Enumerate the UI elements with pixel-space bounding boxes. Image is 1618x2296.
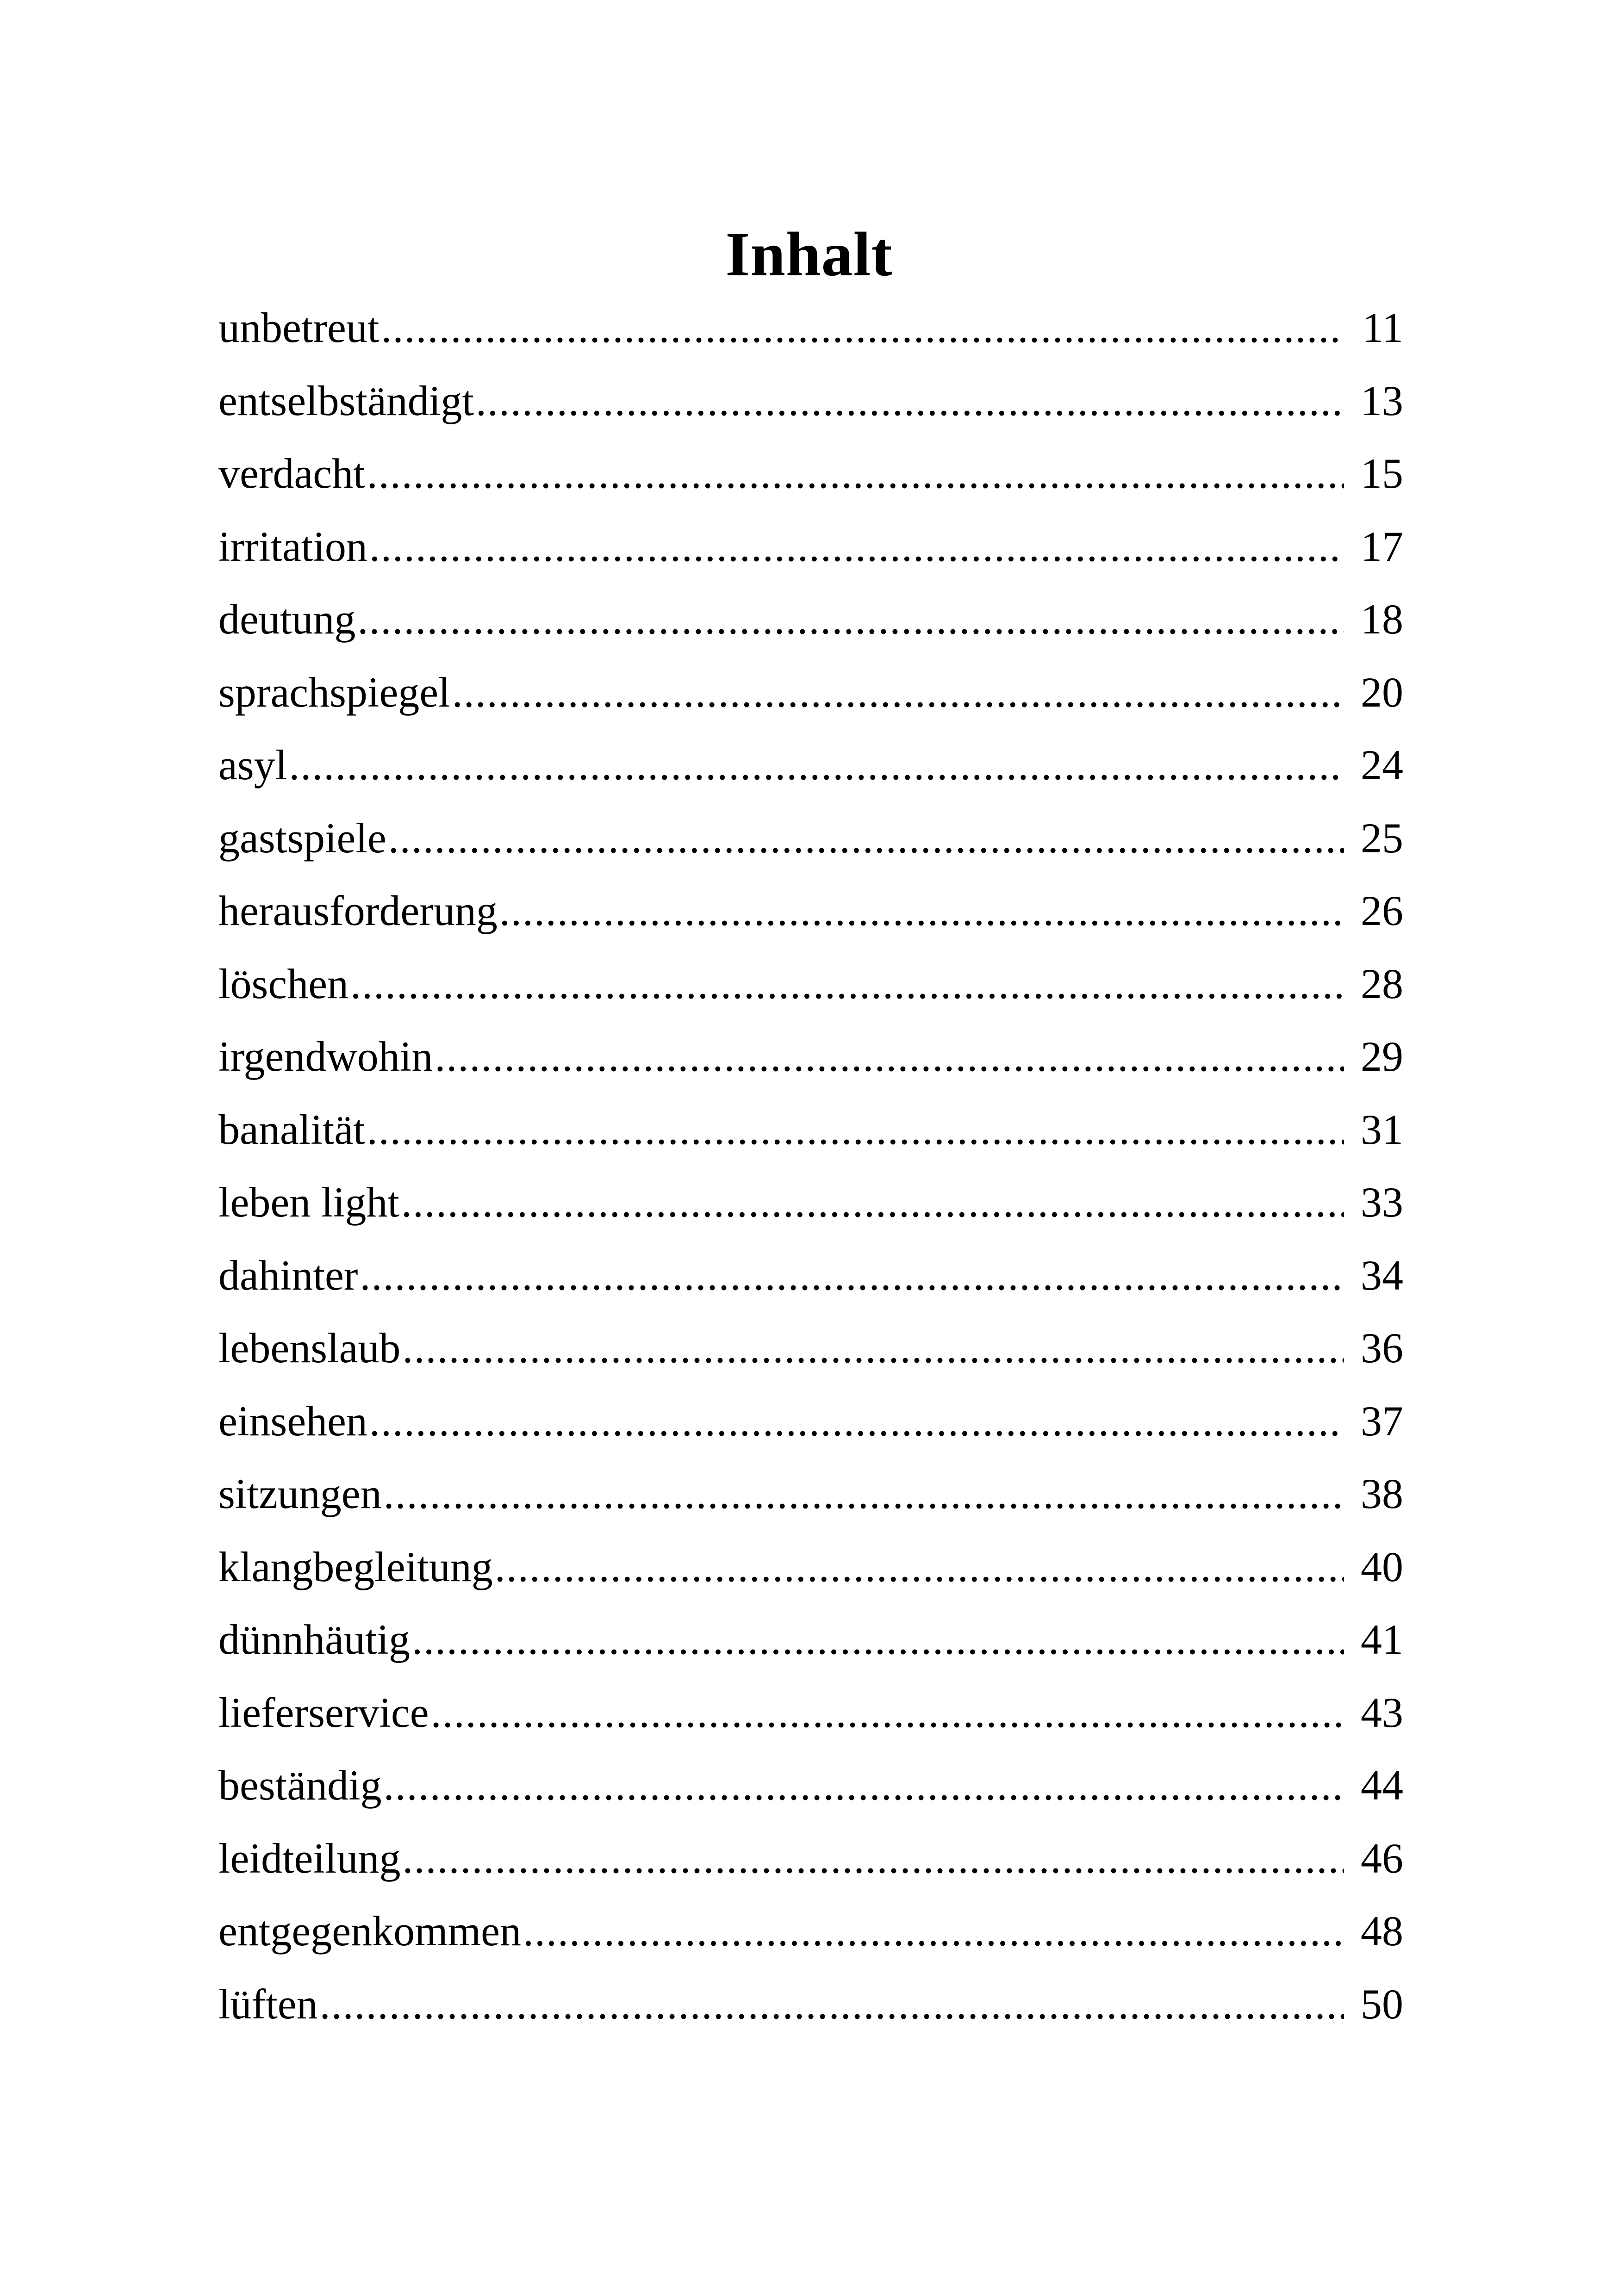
dot-leader [369, 510, 1344, 583]
toc-entry [218, 1312, 1403, 1385]
dot-leader [435, 1020, 1344, 1093]
toc-entry [218, 1239, 1403, 1312]
dot-leader [402, 1822, 1344, 1895]
toc-entry-page: 50 [1361, 1980, 1403, 2028]
toc-entry-page: 13 [1361, 377, 1403, 424]
toc-entry-label: lebenslaub [218, 1324, 401, 1371]
page-title: Inhalt [725, 220, 893, 289]
toc-entry-page: 34 [1361, 1251, 1403, 1299]
toc-entry [218, 948, 1403, 1021]
toc-entry-label: einsehen [218, 1397, 367, 1445]
dot-leader [412, 1603, 1344, 1676]
toc-entry [218, 1676, 1403, 1750]
dot-leader [431, 1676, 1344, 1750]
toc-entry-page: 28 [1361, 960, 1403, 1007]
dot-leader [476, 365, 1344, 438]
toc-entry [218, 1603, 1403, 1676]
dot-leader [495, 1531, 1344, 1604]
toc-entry [218, 1822, 1403, 1895]
toc-entry [218, 729, 1403, 802]
toc-entry-page: 41 [1361, 1616, 1403, 1663]
toc-entry-page: 17 [1361, 522, 1403, 570]
toc-entry-page: 25 [1361, 814, 1403, 862]
toc-entry [218, 1020, 1403, 1093]
toc-entry-label: verdacht [218, 450, 365, 497]
toc-entry [218, 292, 1403, 365]
toc-entry-label: leidteilung [218, 1834, 401, 1882]
dot-leader [381, 292, 1344, 365]
toc-entry-page: 44 [1361, 1762, 1403, 1809]
toc-entry [218, 656, 1403, 729]
toc-entry [218, 875, 1403, 948]
toc-entry [218, 437, 1403, 510]
dot-leader [384, 1458, 1344, 1531]
toc-entry [218, 1458, 1403, 1531]
dot-leader [357, 583, 1344, 656]
toc-entry-page: 15 [1361, 450, 1403, 497]
dot-leader [388, 802, 1344, 875]
toc-entry-page: 33 [1361, 1179, 1403, 1226]
toc-entry-label: irritation [218, 522, 367, 570]
table-of-contents [218, 292, 1403, 2041]
toc-entry-label: entgegenkommen [218, 1907, 522, 1955]
dot-leader [367, 1093, 1344, 1167]
toc-entry-page: 40 [1361, 1543, 1403, 1590]
toc-entry-page: 11 [1362, 304, 1403, 351]
toc-entry-page: 37 [1361, 1397, 1403, 1445]
toc-entry-page: 20 [1361, 668, 1403, 716]
toc-entry-page: 26 [1361, 887, 1403, 934]
dot-leader [402, 1312, 1344, 1385]
toc-entry-label: entselbständigt [218, 377, 474, 424]
toc-entry-page: 18 [1361, 596, 1403, 643]
dot-leader [289, 729, 1344, 802]
toc-entry-label: lüften [218, 1980, 318, 2028]
toc-entry-label: herausforderung [218, 887, 498, 934]
toc-entry-label: lieferservice [218, 1688, 429, 1736]
toc-entry [218, 1166, 1403, 1239]
toc-entry-page: 43 [1361, 1688, 1403, 1736]
toc-entry-label: klangbegleitung [218, 1543, 493, 1590]
toc-entry-page: 29 [1361, 1033, 1403, 1080]
dot-leader [360, 1239, 1344, 1312]
toc-entry-label: dahinter [218, 1251, 358, 1299]
dot-leader [369, 1385, 1344, 1458]
dot-leader [367, 437, 1344, 510]
toc-entry-label: löschen [218, 960, 349, 1007]
dot-leader [499, 875, 1344, 948]
dot-leader [452, 656, 1344, 729]
toc-entry-page: 38 [1361, 1470, 1403, 1517]
toc-entry [218, 1895, 1403, 1968]
dot-leader [384, 1749, 1344, 1822]
dot-leader [350, 948, 1344, 1021]
toc-entry-label: leben light [218, 1179, 399, 1226]
toc-entry-label: dünnhäutig [218, 1616, 410, 1663]
toc-entry-label: sprachspiegel [218, 668, 450, 716]
toc-entry-label: gastspiele [218, 814, 386, 862]
dot-leader [320, 1968, 1344, 2041]
toc-entry [218, 1385, 1403, 1458]
toc-entry-page: 36 [1361, 1324, 1403, 1371]
toc-entry-page: 31 [1361, 1105, 1403, 1153]
toc-entry-label: irgendwohin [218, 1033, 433, 1080]
toc-entry [218, 802, 1403, 875]
toc-entry [218, 510, 1403, 583]
toc-entry-page: 46 [1361, 1834, 1403, 1882]
dot-leader [523, 1895, 1344, 1968]
toc-entry [218, 583, 1403, 656]
toc-entry-page: 24 [1361, 741, 1403, 788]
dot-leader [401, 1166, 1344, 1239]
toc-entry [218, 1531, 1403, 1604]
toc-entry-label: sitzungen [218, 1470, 382, 1517]
toc-entry-label: deutung [218, 596, 356, 643]
toc-entry [218, 1968, 1403, 2041]
toc-entry [218, 365, 1403, 438]
toc-entry-label: asyl [218, 741, 287, 788]
toc-entry [218, 1093, 1403, 1167]
toc-entry-label: unbetreut [218, 304, 380, 351]
toc-entry-page: 48 [1361, 1907, 1403, 1955]
toc-entry-label: banalität [218, 1105, 365, 1153]
toc-entry-label: beständig [218, 1762, 382, 1809]
toc-entry [218, 1749, 1403, 1822]
